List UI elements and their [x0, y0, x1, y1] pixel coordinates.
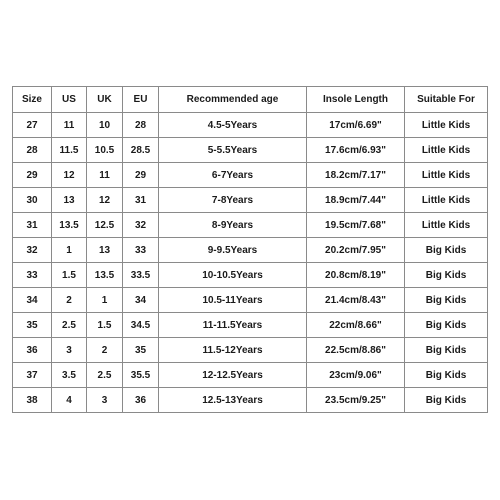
cell-suitable-for: Big Kids: [405, 363, 488, 388]
cell-us: 3.5: [52, 363, 87, 388]
cell-uk: 12.5: [87, 213, 123, 238]
cell-recommended-age: 7-8Years: [159, 188, 307, 213]
cell-recommended-age: 12.5-13Years: [159, 388, 307, 413]
cell-us: 11.5: [52, 138, 87, 163]
cell-uk: 2: [87, 338, 123, 363]
cell-recommended-age: 5-5.5Years: [159, 138, 307, 163]
cell-eu: 35.5: [123, 363, 159, 388]
cell-us: 2: [52, 288, 87, 313]
cell-uk: 1: [87, 288, 123, 313]
cell-recommended-age: 10-10.5Years: [159, 263, 307, 288]
cell-us: 13.5: [52, 213, 87, 238]
cell-suitable-for: Big Kids: [405, 288, 488, 313]
cell-uk: 13.5: [87, 263, 123, 288]
cell-uk: 3: [87, 388, 123, 413]
table-row: [13, 113, 488, 138]
table-row: [13, 388, 488, 413]
cell-size: 34: [13, 288, 52, 313]
cell-uk: 11: [87, 163, 123, 188]
cell-suitable-for: Little Kids: [405, 188, 488, 213]
cell-eu: 35: [123, 338, 159, 363]
table-row: [13, 163, 488, 188]
cell-us: 4: [52, 388, 87, 413]
header-uk: UK: [87, 87, 123, 113]
cell-suitable-for: Little Kids: [405, 113, 488, 138]
cell-insole-length: 19.5cm/7.68": [307, 213, 405, 238]
cell-insole-length: 18.9cm/7.44": [307, 188, 405, 213]
cell-recommended-age: 9-9.5Years: [159, 238, 307, 263]
table-row: [13, 363, 488, 388]
cell-eu: 33: [123, 238, 159, 263]
cell-recommended-age: 4.5-5Years: [159, 113, 307, 138]
cell-size: 37: [13, 363, 52, 388]
header-insole-length: Insole Length: [307, 87, 405, 113]
cell-eu: 32: [123, 213, 159, 238]
cell-suitable-for: Big Kids: [405, 263, 488, 288]
table-row: [13, 288, 488, 313]
cell-uk: 2.5: [87, 363, 123, 388]
cell-eu: 34: [123, 288, 159, 313]
header-suitable-for: Suitable For: [405, 87, 488, 113]
cell-size: 38: [13, 388, 52, 413]
cell-insole-length: 17.6cm/6.93": [307, 138, 405, 163]
cell-insole-length: 23cm/9.06": [307, 363, 405, 388]
cell-recommended-age: 11-11.5Years: [159, 313, 307, 338]
cell-insole-length: 21.4cm/8.43": [307, 288, 405, 313]
cell-insole-length: 20.2cm/7.95": [307, 238, 405, 263]
header-size: Size: [13, 87, 52, 113]
header-row: [13, 87, 488, 113]
cell-eu: 28: [123, 113, 159, 138]
cell-recommended-age: 8-9Years: [159, 213, 307, 238]
header-us: US: [52, 87, 87, 113]
cell-size: 35: [13, 313, 52, 338]
cell-size: 27: [13, 113, 52, 138]
table-row: [13, 313, 488, 338]
table-row: [13, 263, 488, 288]
cell-eu: 36: [123, 388, 159, 413]
cell-suitable-for: Little Kids: [405, 163, 488, 188]
cell-uk: 13: [87, 238, 123, 263]
cell-size: 32: [13, 238, 52, 263]
cell-us: 2.5: [52, 313, 87, 338]
cell-us: 11: [52, 113, 87, 138]
table-row: [13, 213, 488, 238]
cell-insole-length: 22.5cm/8.86": [307, 338, 405, 363]
table-body: [13, 113, 488, 413]
cell-recommended-age: 12-12.5Years: [159, 363, 307, 388]
cell-uk: 10: [87, 113, 123, 138]
cell-size: 31: [13, 213, 52, 238]
table-row: [13, 188, 488, 213]
cell-size: 36: [13, 338, 52, 363]
cell-size: 30: [13, 188, 52, 213]
cell-size: 28: [13, 138, 52, 163]
table-row: [13, 238, 488, 263]
cell-recommended-age: 10.5-11Years: [159, 288, 307, 313]
cell-suitable-for: Big Kids: [405, 238, 488, 263]
cell-us: 13: [52, 188, 87, 213]
cell-suitable-for: Big Kids: [405, 313, 488, 338]
cell-suitable-for: Little Kids: [405, 213, 488, 238]
table-row: [13, 338, 488, 363]
header-recommended-age: Recommended age: [159, 87, 307, 113]
cell-size: 33: [13, 263, 52, 288]
cell-us: 1: [52, 238, 87, 263]
cell-suitable-for: Big Kids: [405, 388, 488, 413]
cell-eu: 33.5: [123, 263, 159, 288]
cell-insole-length: 18.2cm/7.17": [307, 163, 405, 188]
cell-eu: 34.5: [123, 313, 159, 338]
cell-eu: 28.5: [123, 138, 159, 163]
cell-insole-length: 17cm/6.69": [307, 113, 405, 138]
header-eu: EU: [123, 87, 159, 113]
table-row: [13, 138, 488, 163]
cell-uk: 10.5: [87, 138, 123, 163]
cell-size: 29: [13, 163, 52, 188]
cell-recommended-age: 6-7Years: [159, 163, 307, 188]
table-header: [13, 87, 488, 113]
cell-us: 12: [52, 163, 87, 188]
cell-uk: 12: [87, 188, 123, 213]
cell-us: 3: [52, 338, 87, 363]
cell-insole-length: 23.5cm/9.25": [307, 388, 405, 413]
cell-eu: 29: [123, 163, 159, 188]
cell-insole-length: 20.8cm/8.19": [307, 263, 405, 288]
cell-suitable-for: Little Kids: [405, 138, 488, 163]
cell-recommended-age: 11.5-12Years: [159, 338, 307, 363]
size-chart-table: [12, 86, 488, 413]
cell-suitable-for: Big Kids: [405, 338, 488, 363]
cell-us: 1.5: [52, 263, 87, 288]
cell-insole-length: 22cm/8.66": [307, 313, 405, 338]
cell-uk: 1.5: [87, 313, 123, 338]
cell-eu: 31: [123, 188, 159, 213]
